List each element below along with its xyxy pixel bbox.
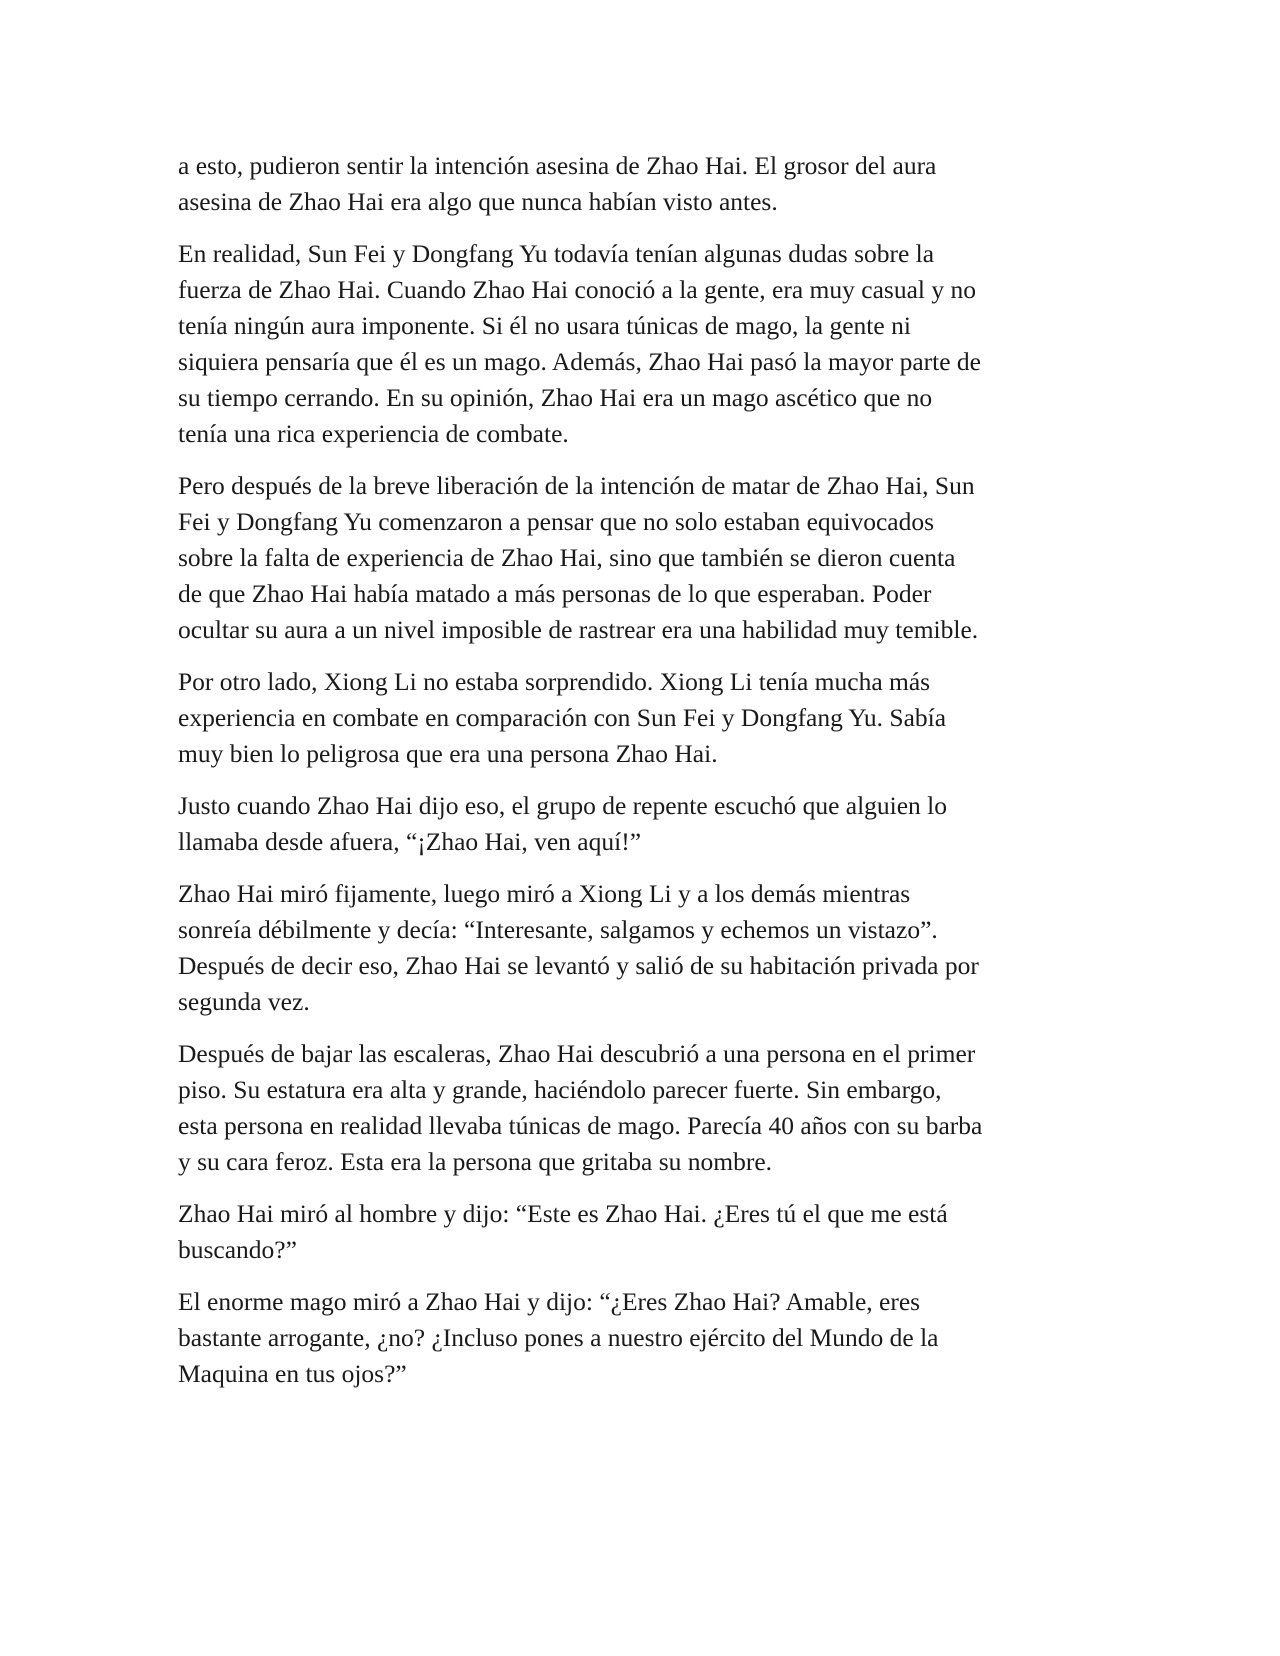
paragraph (178, 1284, 1113, 1392)
document-body (178, 148, 1113, 1408)
text-line: Después de decir eso, Zhao Hai se levantó y salió de su habitación privada por (178, 951, 979, 980)
text-line: fuerza de Zhao Hai. Cuando Zhao Hai conoció a la gente, era muy casual y no (178, 275, 976, 304)
text-line: ocultar su aura a un nivel imposible de rastrear era una habilidad muy temible. (178, 615, 979, 644)
text-line: tenía ningún aura imponente. Si él no usara túnicas de mago, la gente ni (178, 311, 911, 340)
text-line: sobre la falta de experiencia de Zhao Hai, sino que también se dieron cuenta (178, 543, 956, 572)
text-line: siquiera pensaría que él es un mago. Además, Zhao Hai pasó la mayor parte de (178, 347, 981, 376)
text-line: Por otro lado, Xiong Li no estaba sorprendido. Xiong Li tenía mucha más (178, 667, 931, 696)
paragraph (178, 148, 1113, 220)
text-line: Pero después de la breve liberación de la intención de matar de Zhao Hai, Sun (178, 471, 975, 500)
text-line: Zhao Hai miró fijamente, luego miró a Xiong Li y a los demás mientras (178, 879, 911, 908)
text-line: muy bien lo peligrosa que era una persona Zhao Hai. (178, 739, 718, 768)
paragraph (178, 1196, 1113, 1268)
text-line: de que Zhao Hai había matado a más personas de lo que esperaban. Poder (178, 579, 932, 608)
text-line: esta persona en realidad llevaba túnicas de mago. Parecía 40 años con su barba (178, 1111, 983, 1140)
text-line: su tiempo cerrando. En su opinión, Zhao Hai era un mago ascético que no (178, 383, 933, 412)
text-line: tenía una rica experiencia de combate. (178, 419, 569, 448)
text-line: sonreía débilmente y decía: “Interesante, salgamos y echemos un vistazo”. (178, 915, 938, 944)
text-line: buscando?” (178, 1235, 297, 1264)
text-line: llamaba desde afuera, “¡Zhao Hai, ven aquí!” (178, 827, 642, 856)
paragraph (178, 1036, 1113, 1180)
text-line: El enorme mago miró a Zhao Hai y dijo: “¿Eres Zhao Hai? Amable, eres (178, 1287, 921, 1316)
text-line: a esto, pudieron sentir la intención asesina de Zhao Hai. El grosor del aura (178, 151, 937, 180)
text-line: En realidad, Sun Fei y Dongfang Yu todavía tenían algunas dudas sobre la (178, 239, 935, 268)
text-line: Justo cuando Zhao Hai dijo eso, el grupo de repente escuchó que alguien lo (178, 791, 948, 820)
text-line: Maquina en tus ojos?” (178, 1359, 407, 1388)
text-line: segunda vez. (178, 987, 310, 1016)
text-line: piso. Su estatura era alta y grande, haciéndolo parecer fuerte. Sin embargo, (178, 1075, 942, 1104)
paragraph (178, 468, 1113, 648)
text-line: experiencia en combate en comparación con Sun Fei y Dongfang Yu. Sabía (178, 703, 947, 732)
paragraph (178, 876, 1113, 1020)
text-line: bastante arrogante, ¿no? ¿Incluso pones a nuestro ejército del Mundo de la (178, 1323, 939, 1352)
paragraph (178, 236, 1113, 452)
text-line: y su cara feroz. Esta era la persona que gritaba su nombre. (178, 1147, 773, 1176)
text-line: asesina de Zhao Hai era algo que nunca habían visto antes. (178, 187, 778, 216)
paragraph (178, 664, 1113, 772)
paragraph (178, 788, 1113, 860)
text-line: Zhao Hai miró al hombre y dijo: “Este es Zhao Hai. ¿Eres tú el que me está (178, 1199, 948, 1228)
text-line: Después de bajar las escaleras, Zhao Hai descubrió a una persona en el primer (178, 1039, 976, 1068)
text-line: Fei y Dongfang Yu comenzaron a pensar que no solo estaban equivocados (178, 507, 935, 536)
